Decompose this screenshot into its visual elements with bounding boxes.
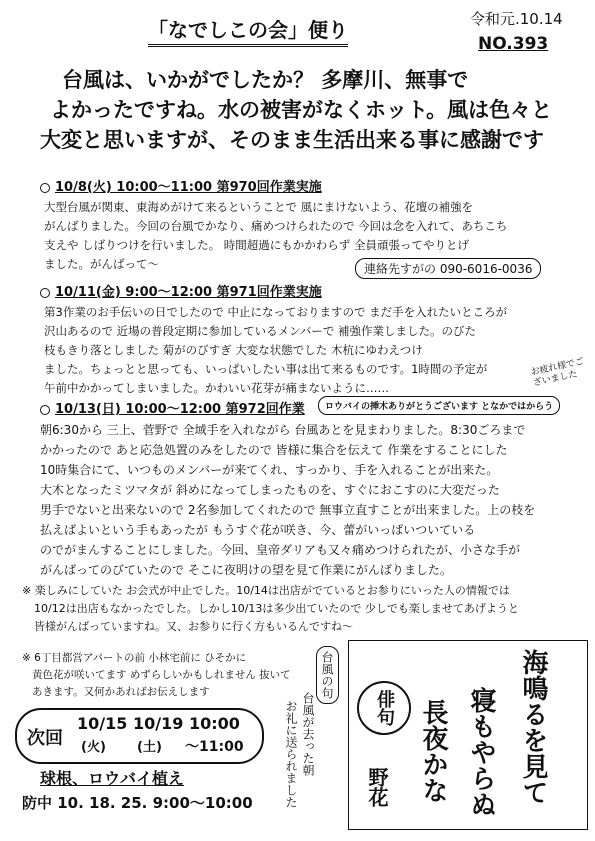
next-schedule-box — [15, 708, 264, 764]
note-line: ※ 楽しみにしていた お会式が中止でした。10/14は出店がでているとお参りにいった人の情報では — [22, 584, 510, 597]
bullet-icon — [40, 288, 50, 298]
haiku-note-line: 台風が去った朝 — [301, 692, 315, 776]
note-line: あきます。又何かあればお伝えします — [32, 686, 210, 698]
body-line: 朝6:30から 三上、菅野で 全域手を入れながら 台風あとを見まわりました。8:30ごろまで — [40, 423, 526, 437]
section-heading — [40, 281, 322, 300]
patrol-schedule: 防中 10. 18. 25. 9:00〜10:00 — [22, 794, 253, 812]
section-heading-text: 10/13(日) 10:00〜12:00 第972回作業 — [55, 402, 305, 417]
section-heading-text: 10/8(火) 10:00〜11:00 第970回作業実施 — [55, 180, 322, 195]
next-day: (火) — [81, 740, 106, 755]
next-day: (土) — [137, 740, 162, 755]
next-date: 10/19 — [133, 714, 184, 733]
bullet-icon — [40, 183, 50, 193]
issue-date: 令和元.10.14 — [470, 10, 563, 28]
haiku-label: 俳句 — [374, 690, 395, 726]
intro-line: よかったですね。水の被害がなくホット。風は色々と — [50, 98, 553, 122]
newsletter-title: 「なでしこの会」便り — [148, 14, 348, 47]
issue-number: NO.393 — [478, 34, 549, 54]
next-time-start: 10:00 — [189, 714, 240, 733]
body-line: 午前中かかってしまいました。かわいい花芽が痛まないように…… — [44, 381, 389, 395]
section-heading — [40, 398, 305, 417]
haiku-author: 野花 — [365, 767, 389, 807]
note-line: ※ 6丁目都営アパートの前 小林宅前に ひそかに — [22, 652, 247, 664]
body-line: 沢山あるので 近場の普段定期に参加しているメンバーで 補強作業しました。のびた — [44, 324, 477, 338]
body-line: がんばりました。今回の台風でかなり、痛めつけられたので 今回は念を入れて、あちこち — [44, 219, 508, 233]
intro-line: 台風は、いかがでしたか？ 多摩川、無事で — [62, 68, 469, 92]
body-line: 払えばよいという手もあったが もうすぐ花が咲き、今、蕾がいっぱいついている — [40, 523, 476, 537]
body-line: 大木となったミツマタが 斜めになってしまったものを、すぐにおこすのに大変だった — [40, 483, 500, 497]
contact-box: 連絡先すがの 090-6016-0036 — [355, 258, 541, 279]
note-line: 黄色花が咲いてます めずらしいかもしれません 抜いて — [32, 669, 291, 681]
haiku-box — [348, 640, 588, 830]
side-note: お疲れ様でございました — [530, 356, 585, 389]
body-line: 男手でないと出来ないので 2名参加してくれたので 無事立直すことが出来ました。上の枝を — [40, 503, 536, 517]
haiku-label-circle — [357, 681, 411, 735]
body-line: のでがまんすることにしました。今回、皇帝ダリアも又々痛めつけられたが、小さな手が — [40, 543, 521, 557]
note-block — [22, 650, 291, 701]
haiku-line: 長夜かな — [418, 699, 448, 803]
bullet-icon — [40, 405, 50, 415]
section-body — [40, 420, 535, 580]
thanks-box: ロウバイの挿木ありがとうございます となかではからう — [318, 396, 560, 415]
note-block — [22, 582, 519, 636]
haiku-line: 海鳴るを見て — [518, 649, 548, 805]
section-heading — [40, 176, 322, 195]
note-line: 皆様がんばっていますね。又、お参りに行く方もいるんですね〜 — [34, 620, 353, 633]
note-line: 10/12は出店もなかったでした。しかし10/13は多少出ていたので 少しでも楽しませてあげようと — [34, 602, 519, 615]
body-line: ました。ちょっとと思っても、いっぱいしたい事は出て来るものです。1時間の予定が — [44, 362, 488, 376]
body-line: がんばってのびていたので そこに夜明けの望を見て作業にがんばりました。 — [40, 563, 452, 577]
body-line: 第3作業のお手伝いの日でしたので 中止になっておりますので まだ手を入れたいところが — [44, 305, 508, 319]
next-time-end: 〜11:00 — [185, 739, 244, 755]
body-line: 枝もきり落としました 菊がのびすぎ 大変な状態でした 木杭にゆわえつけ — [44, 343, 423, 357]
intro-line: 大変と思いますが、そのまま生活出来る事に感謝です — [40, 128, 544, 152]
body-line: 10時集合にて、いつものメンバーが来てくれ、すっかり、手を入れることが出来た。 — [40, 463, 499, 477]
next-label: 次回 — [27, 728, 63, 749]
body-line: 支えや しばりつけを行いました。 時間超過にもかかわらず 全員頑張ってやりとげ — [44, 238, 469, 252]
body-line: かかったので あと応急処置のみをしたので 皆様に集合を伝えて 作業をすることにした — [40, 443, 508, 457]
section-heading-text: 10/11(金) 9:00〜12:00 第971回作業実施 — [55, 285, 322, 300]
next-task: 球根、ロウバイ植え — [40, 769, 185, 788]
haiku-line: 寝もやらぬ — [466, 687, 496, 817]
body-line: 大型台風が関東、東海めがけて来るということで 風にまけないよう、花壇の補強を — [44, 200, 474, 214]
body-line: ました。がんばって〜 — [44, 257, 159, 271]
next-date: 10/15 — [77, 714, 128, 733]
haiku-note-line: お礼に送られました — [284, 700, 298, 808]
haiku-note-line: 台風の句 — [316, 646, 339, 704]
section-body — [44, 303, 507, 398]
